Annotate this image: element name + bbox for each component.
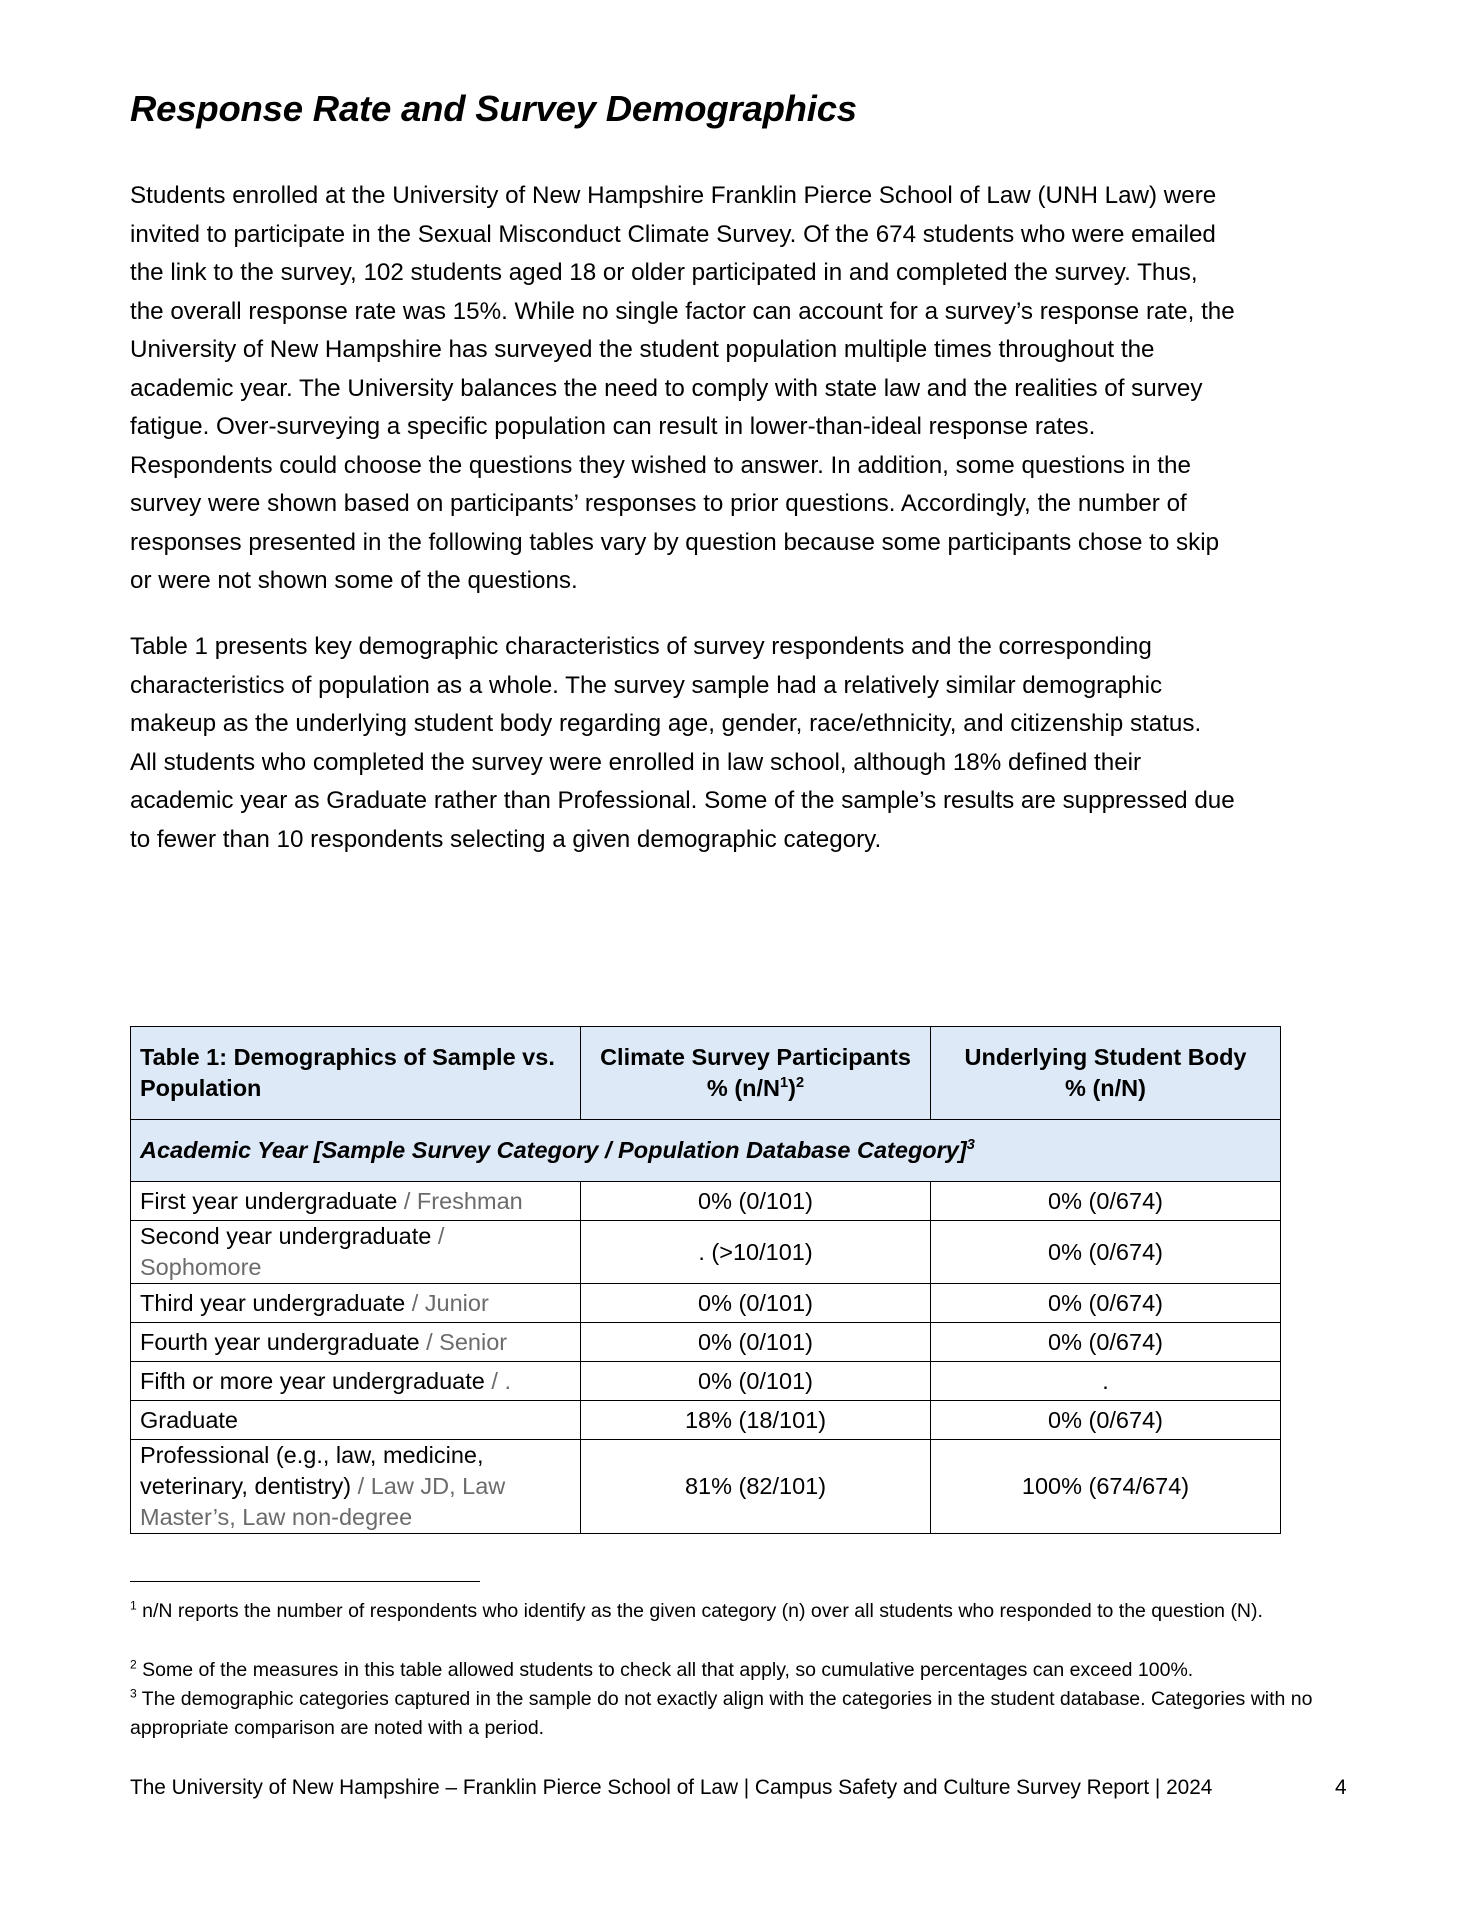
student-body-cell: . <box>931 1362 1281 1401</box>
sample-category: Fourth year undergraduate <box>140 1328 420 1355</box>
sample-category: Professional (e.g., law, medicine, veterinary, dentistry) <box>140 1442 484 1499</box>
header-text: Climate Survey Participants <box>600 1044 911 1070</box>
footnote-ref: 3 <box>966 1137 975 1154</box>
sample-category: Fifth or more year undergraduate <box>140 1367 485 1394</box>
response-rate-paragraph <box>130 177 1360 601</box>
page-number: 4 <box>1335 1776 1347 1799</box>
footnote-2 <box>130 1656 1360 1685</box>
header-text: % (n/N) <box>1065 1075 1146 1101</box>
header-participants <box>581 1027 931 1120</box>
table-row <box>131 1323 1281 1362</box>
footnote-mark: 3 <box>130 1686 137 1701</box>
header-text: % (n/N <box>706 1075 781 1101</box>
student-body-cell: 0% (0/674) <box>931 1401 1281 1440</box>
table-row <box>131 1182 1281 1221</box>
category-cell <box>131 1182 581 1221</box>
table-row <box>131 1401 1281 1440</box>
participants-cell: 0% (0/101) <box>581 1284 931 1323</box>
sample-category: First year undergraduate <box>140 1187 398 1214</box>
demographics-table <box>130 1026 1281 1534</box>
paragraph-line: survey were shown based on participants’ responses to prior questions. Accordingly, the number of <box>130 490 1187 517</box>
participants-cell: . (>10/101) <box>581 1221 931 1284</box>
section-heading: Response Rate and Survey Demographics <box>130 88 857 129</box>
participants-cell: 81% (82/101) <box>581 1440 931 1534</box>
category-cell <box>131 1401 581 1440</box>
student-body-cell: 100% (674/674) <box>931 1440 1281 1534</box>
footnote-mark: 2 <box>130 1657 137 1672</box>
paragraph-line: invited to participate in the Sexual Misconduct Climate Survey. Of the 674 students who were emailed <box>130 220 1216 248</box>
sample-category: Second year undergraduate <box>140 1223 432 1249</box>
category-cell <box>131 1440 581 1534</box>
paragraph-line: University of New Hampshire has surveyed the student population multiple times throughout the <box>130 336 1155 363</box>
header-text: Population <box>140 1075 262 1101</box>
category-label: Academic Year [Sample Survey Category / Population Database Category] <box>140 1137 967 1163</box>
student-body-cell: 0% (0/674) <box>931 1323 1281 1362</box>
paragraph-line: characteristics of population as a whole. The survey sample had a relatively similar demographic <box>130 671 1163 699</box>
paragraph-line: fatigue. Over-surveying a specific population can result in lower-than-ideal response rates. <box>130 413 1096 440</box>
paragraph-line: All students who completed the survey were enrolled in law school, although 18% defined their <box>130 748 1142 776</box>
category-row <box>131 1120 1281 1182</box>
population-category: / Junior <box>405 1289 489 1316</box>
header-student-body <box>931 1027 1281 1120</box>
population-category: / Senior <box>419 1328 508 1355</box>
table-intro-paragraph <box>130 628 1360 859</box>
student-body-cell: 0% (0/674) <box>931 1221 1281 1284</box>
participants-cell: 0% (0/101) <box>581 1323 931 1362</box>
participants-cell: 0% (0/101) <box>581 1362 931 1401</box>
student-body-cell: 0% (0/674) <box>931 1284 1281 1323</box>
paragraph-line: the overall response rate was 15%. While no single factor can account for a survey’s response rate, the <box>130 297 1235 325</box>
student-body-cell: 0% (0/674) <box>931 1182 1281 1221</box>
footnote-ref: 2 <box>795 1075 805 1092</box>
participants-cell: 0% (0/101) <box>581 1182 931 1221</box>
category-cell <box>131 1323 581 1362</box>
population-category: / Freshman <box>397 1187 523 1214</box>
category-cell <box>131 1362 581 1401</box>
paragraph-line: academic year as Graduate rather than Professional. Some of the sample’s results are suppressed due <box>130 787 1235 814</box>
category-cell <box>131 1284 581 1323</box>
paragraph-line: responses presented in the following tables vary by question because some participants chose to skip <box>130 528 1220 556</box>
header-text: Table 1: Demographics of Sample vs. <box>140 1044 555 1070</box>
footnote-text: n/N reports the number of respondents who identify as the given category (n) over all students who responded to the question (N). <box>136 1600 1263 1622</box>
paragraph-line: or were not shown some of the questions. <box>130 567 578 594</box>
header-text: Underlying Student Body <box>964 1044 1247 1070</box>
paragraph-line: academic year. The University balances the need to comply with state law and the realities of survey <box>130 374 1203 402</box>
table-row <box>131 1284 1281 1323</box>
footnote-text: Some of the measures in this table allowed students to check all that apply, so cumulative percentages can exceed 100%. <box>136 1659 1194 1681</box>
category-cell <box>131 1221 581 1284</box>
footnote-1 <box>130 1597 1360 1626</box>
page-footer: The University of New Hampshire – Franklin Pierce School of Law | Campus Safety and Culture Survey Report | 2024 <box>130 1776 1213 1799</box>
footnote-mark: 1 <box>130 1598 137 1613</box>
table-row <box>131 1362 1281 1401</box>
footnote-ref: 1 <box>780 1075 789 1092</box>
population-category: / Sophomore <box>140 1223 445 1280</box>
sample-category: Graduate <box>140 1406 238 1433</box>
category-label-cell <box>131 1120 1281 1182</box>
paragraph-line: Table 1 presents key demographic characteristics of survey respondents and the corresponding <box>130 633 1152 660</box>
footnote-3 <box>130 1685 1360 1743</box>
sample-category: Third year undergraduate <box>140 1289 406 1316</box>
paragraph-line: makeup as the underlying student body regarding age, gender, race/ethnicity, and citizenship status. <box>130 710 1202 737</box>
participants-cell: 18% (18/101) <box>581 1401 931 1440</box>
table-row <box>131 1221 1281 1284</box>
header-text: ) <box>788 1075 796 1101</box>
paragraph-line: Respondents could choose the questions they wished to answer. In addition, some questions in the <box>130 451 1191 479</box>
paragraph-line: Students enrolled at the University of New Hampshire Franklin Pierce School of Law (UNH Law) were <box>130 182 1217 209</box>
paragraph-line: the link to the survey, 102 students aged 18 or older participated in and completed the survey. Thus, <box>130 259 1198 286</box>
footnote-text: The demographic categories captured in the sample do not exactly align with the categories in the student database. Categories with no appropriate comparison are noted with a period. <box>130 1688 1313 1739</box>
footnote-divider <box>130 1581 480 1582</box>
population-category: / . <box>484 1367 511 1394</box>
population-category: / Law JD, Law Master’s, Law non-degree <box>140 1473 506 1530</box>
table-header-row <box>131 1027 1281 1120</box>
table-row <box>131 1440 1281 1534</box>
paragraph-line: to fewer than 10 respondents selecting a given demographic category. <box>130 825 882 853</box>
header-table-title <box>131 1027 581 1120</box>
